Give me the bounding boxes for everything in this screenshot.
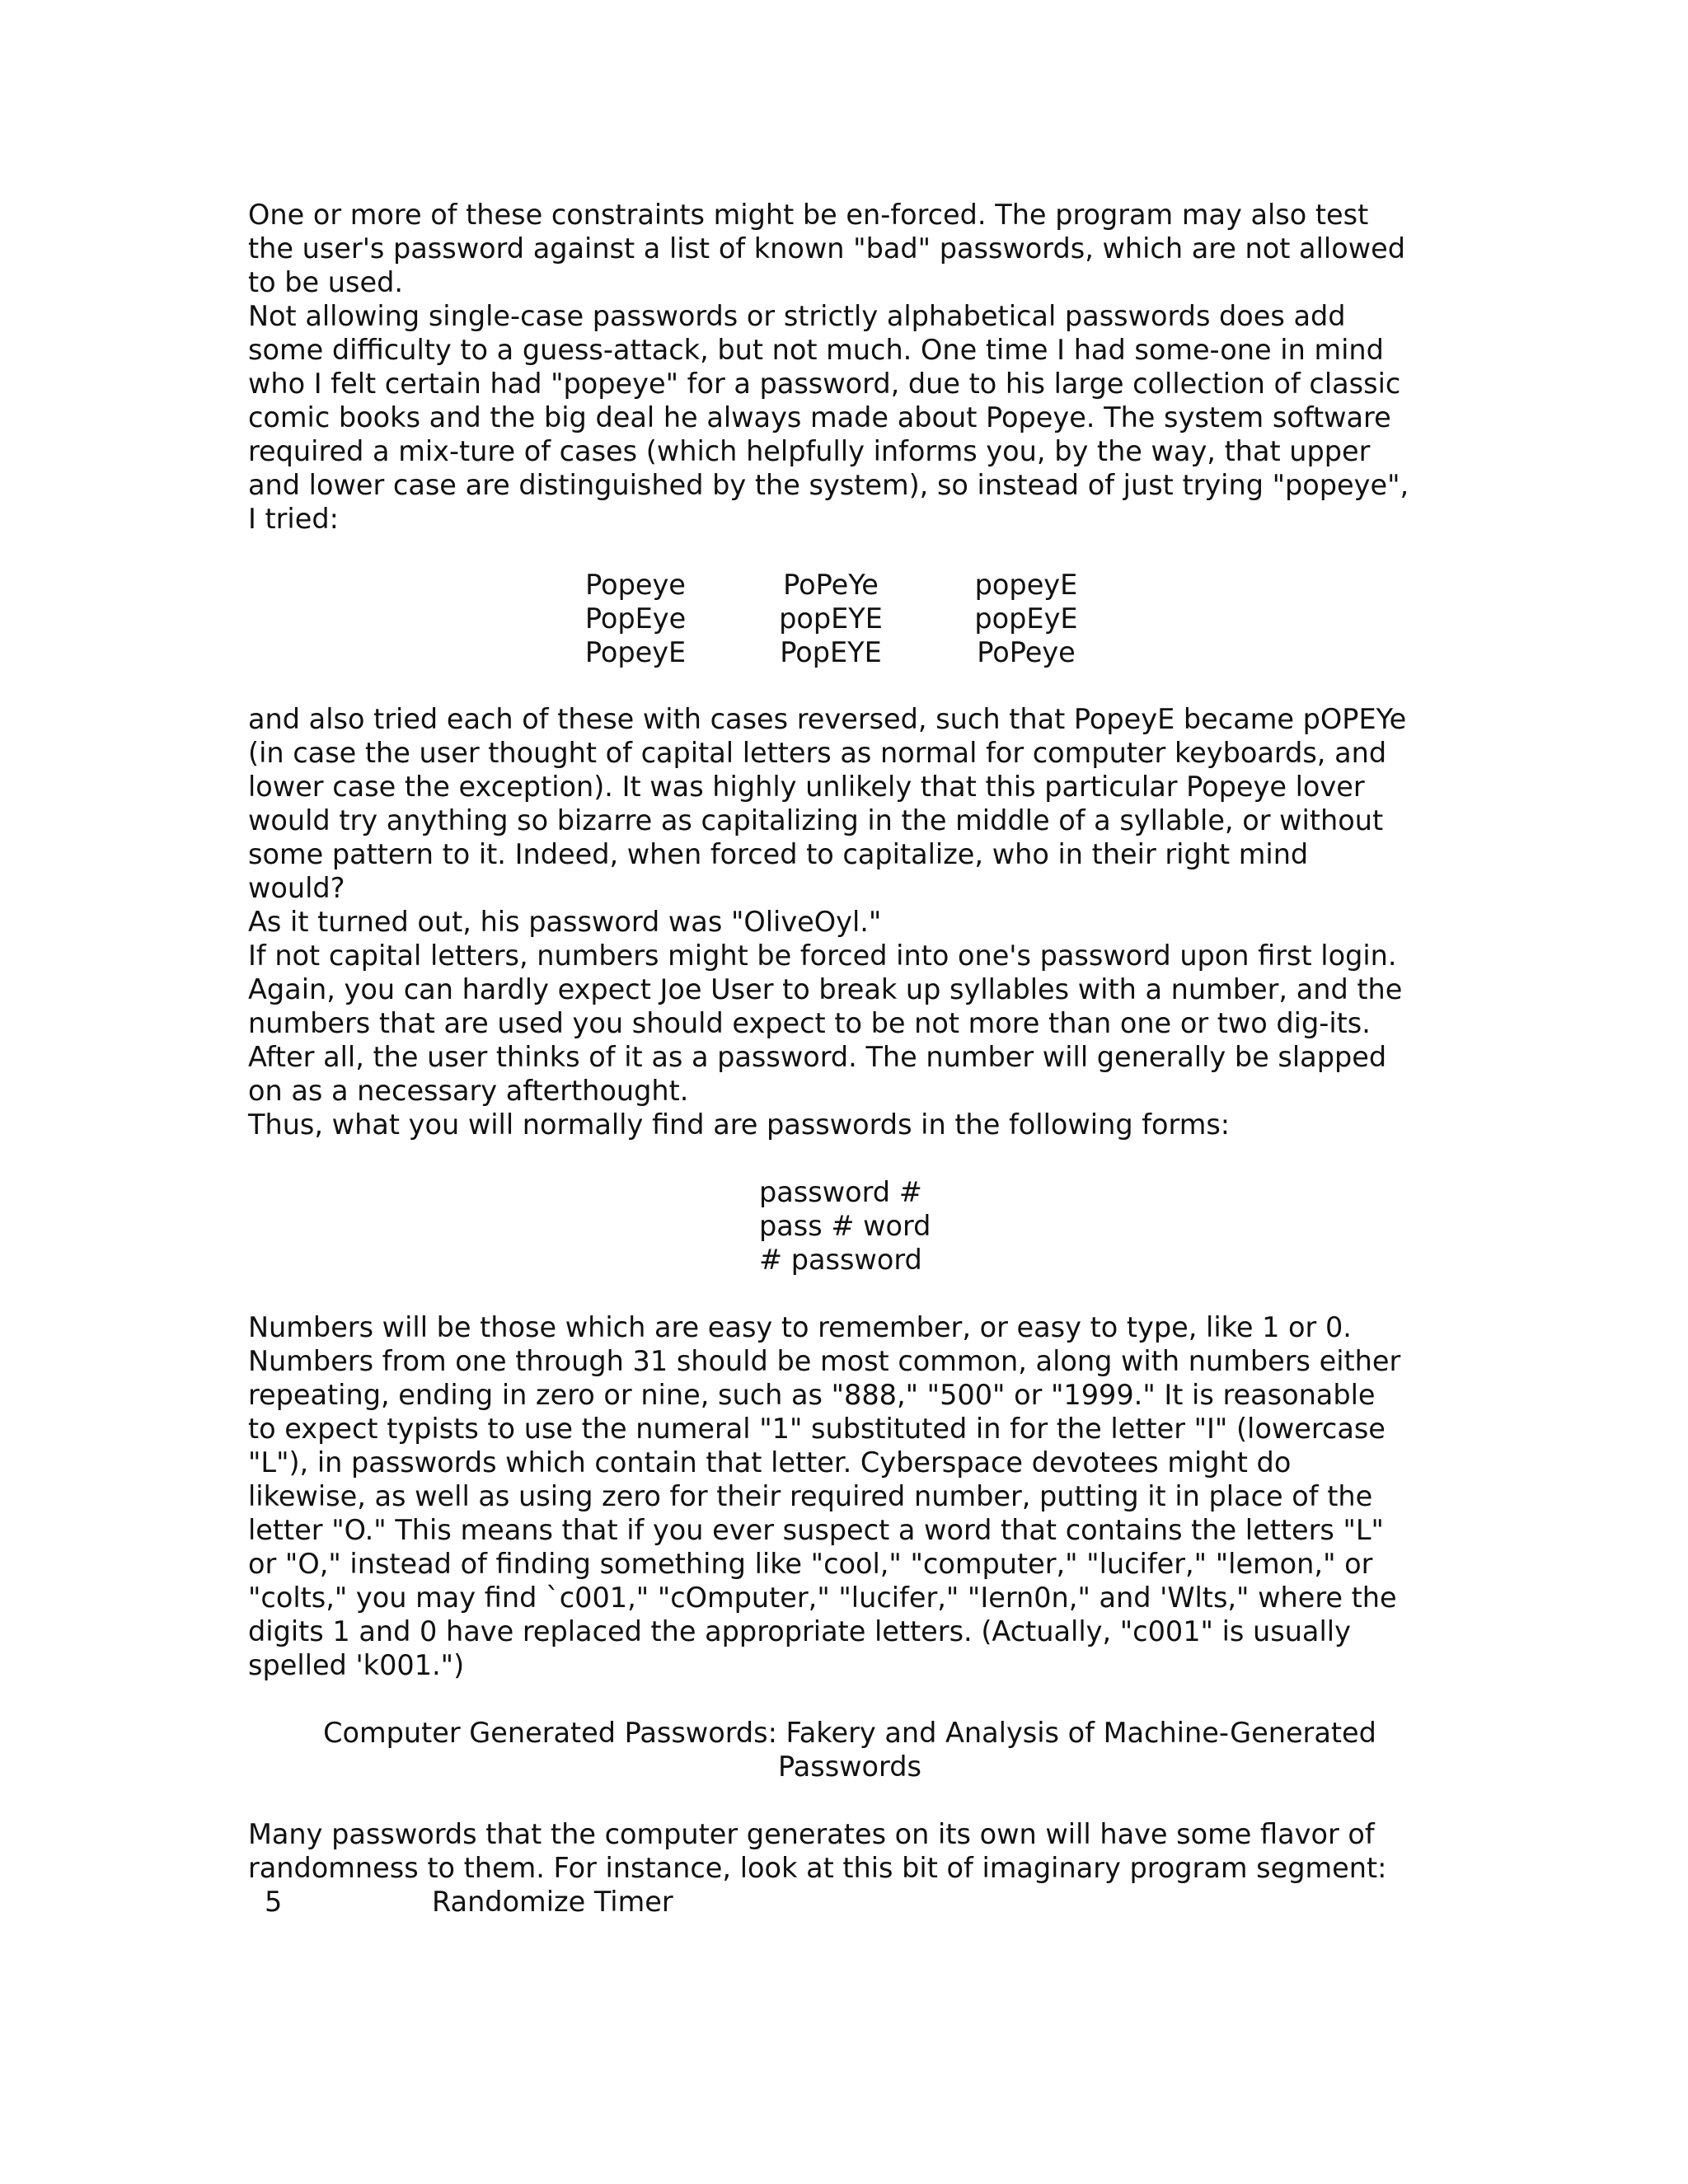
table-cell: PoPeye (977, 636, 1076, 668)
list-item: pass # word (759, 1210, 931, 1242)
paragraph-numbers-easy: Numbers will be those which are easy to remember, or easy to type, like 1 or 0. Numbers from one through 31 should be most common, along with numbers either repeating, ending in zero or nine, such as "888," "500" or "1999." It is reasonable to expect typists to use the numeral "1" substituted in for the letter "I" (lowercase "L"), in passwords which contain that letter. Cyberspace devotees might do likewise, as well as using zero for their required number, putting it in place of the letter "O." This means that if you ever suspect a word that contains the letters "L" or "O," instead of finding something like "cool," "computer," "lucifer," "lemon," or "colts," you may find `c001," "cOmputer," "lucifer," "Iern0n," and 'Wlts," where the digits 1 and 0 have replaced the appropriate letters. (Actually, "c001" is usually spelled 'k001.") (248, 1311, 1401, 1681)
code-statement: Randomize Timer (432, 1886, 673, 1918)
code-line-number: 5 (265, 1886, 283, 1918)
paragraph-popeye-story: Not allowing single-case passwords or strictly alphabetical passwords does add some difficulty to a guess-attack, but not much. One time I had some-one in mind who I felt certain had "popeye" for a password, due to his large collection of classic comic books and the big deal he always made about Popeye. The system software required a mix-ture of cases (which helpfully informs you, by the way, that upper and lower case are distinguished by the system), so instead of just trying "popeye", I tried: (248, 300, 1409, 535)
paragraph-oliveoyl: As it turned out, his password was "OliveOyl." (248, 906, 882, 938)
table-cell: popEYE (779, 602, 883, 635)
paragraph-numbers-forced: If not capital letters, numbers might be forced into one's password upon first login. Again, you can hardly expect Joe User to break up syllables with a number, and the numbers that are used you should expect to be not more than one or two dig-its. After all, the user thinks of it as a password. The number will generally be slapped on as a necessary afterthought. (248, 940, 1403, 1107)
table-cell: PoPeYe (783, 569, 879, 601)
table-cell: PopEye (584, 602, 687, 635)
table-cell: popEyE (974, 602, 1078, 635)
table-cell: PopeyE (584, 636, 687, 668)
paragraph-constraints: One or more of these constraints might be en-forced. The program may also test the user's password against a list of known "bad" passwords, which are not allowed to be used. (248, 199, 1405, 298)
list-item: # password (759, 1244, 922, 1276)
paragraph-cases-reversed: and also tried each of these with cases reversed, such that PopeyE became pOPEYe (in case the user thought of capital letters as normal for computer keyboards, and lower case the exception). It was highly unlikely that this particular Popeye lover would try anything so bizarre as capitalizing in the middle of a syllable, or without some pattern to it. Indeed, when forced to capitalize, who in their right mind would? (248, 703, 1407, 904)
table-cell: Popeye (585, 569, 686, 601)
paragraph-machine-generated: Many passwords that the computer generates on its own will have some flavor of randomness to them. For instance, look at this bit of imaginary program segment: (248, 1818, 1387, 1884)
list-item: password # (759, 1176, 922, 1208)
section-heading: Computer Generated Passwords: Fakery and Analysis of Machine-Generated Passwords (323, 1717, 1376, 1783)
paragraph-forms-intro: Thus, what you will normally find are passwords in the following forms: (248, 1108, 1231, 1141)
table-cell: popeyE (974, 569, 1078, 601)
table-cell: PopEYE (780, 636, 882, 668)
